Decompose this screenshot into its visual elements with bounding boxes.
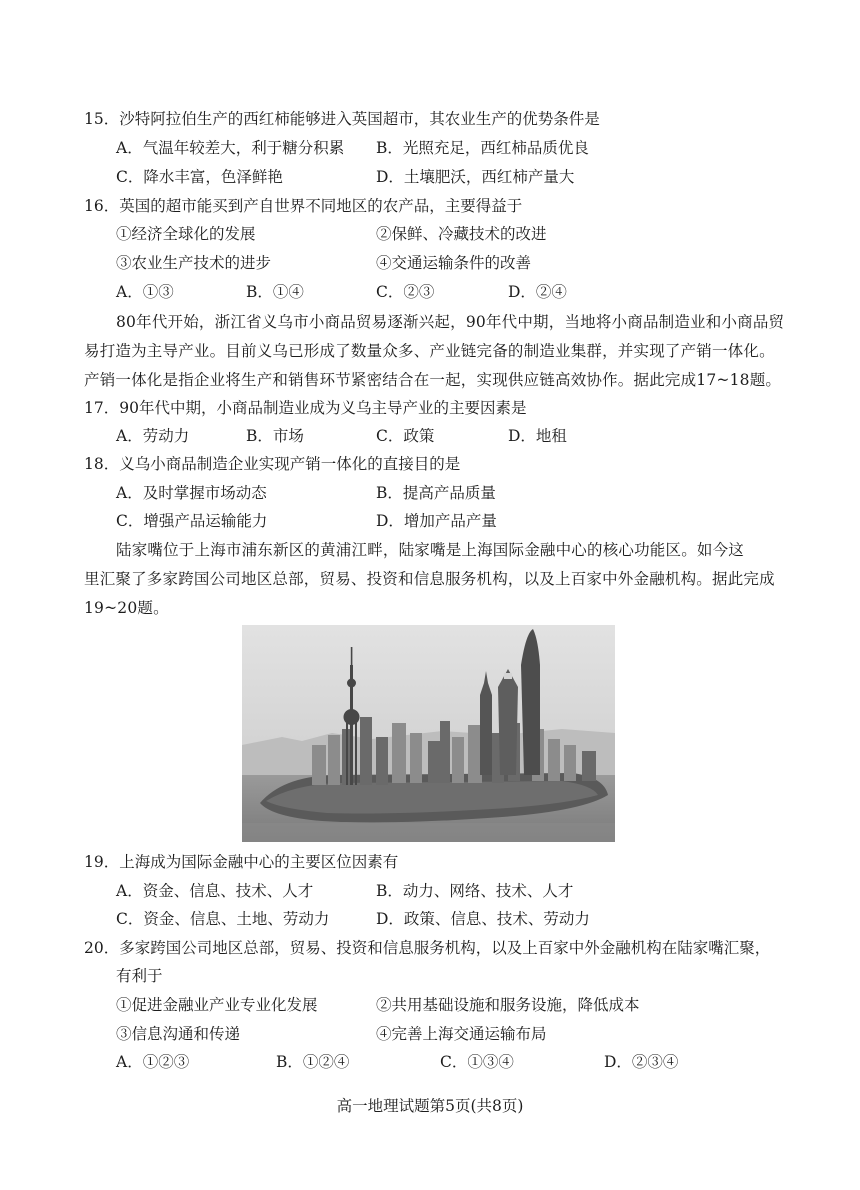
passage-line: 产销一体化是指企业将生产和销售环节紧密结合在一起，实现供应链高效协作。据此完成17~18题。 (84, 371, 782, 389)
question-stem-continued: 有利于 (116, 967, 163, 985)
question-stem: 英国的超市能买到产自世界不同地区的农产品，主要得益于 (119, 197, 523, 215)
lujiazui-skyline-photo (242, 625, 615, 842)
option-a: A．劳动力 (116, 427, 190, 445)
option-d: D．②④ (508, 283, 567, 301)
question-18 (84, 454, 460, 474)
option-c: C．降水丰富，色泽鲜艳 (116, 168, 283, 186)
option-a: A．及时掌握市场动态 (116, 484, 267, 502)
option-d: D．土壤肥沃，西红柿产量大 (376, 168, 575, 186)
statement-1: ①经济全球化的发展 (116, 225, 256, 243)
statement-1: ①促进金融业产业专业化发展 (116, 996, 318, 1014)
question-number: 17． (84, 399, 120, 417)
passage-line: 80年代开始，浙江省义乌市小商品贸易逐渐兴起，90年代中期，当地将小商品制造业和小商品贸 (116, 313, 785, 331)
question-number: 19． (84, 853, 120, 871)
statement-3: ③农业生产技术的进步 (116, 254, 272, 272)
question-stem: 上海成为国际金融中心的主要区位因素有 (119, 853, 399, 871)
option-a: A．资金、信息、技术、人才 (116, 882, 314, 900)
option-b: B．①④ (246, 283, 304, 301)
option-b: B．动力、网络、技术、人才 (376, 882, 574, 900)
option-b: B．①②④ (276, 1053, 350, 1071)
question-stem: 90年代中期，小商品制造业成为义乌主导产业的主要因素是 (119, 399, 527, 417)
option-a: A．①②③ (116, 1053, 190, 1071)
option-c: C．资金、信息、土地、劳动力 (116, 910, 330, 928)
question-15 (84, 109, 600, 129)
option-d: D．政策、信息、技术、劳动力 (376, 910, 590, 928)
question-16 (84, 196, 522, 216)
passage-line: 陆家嘴位于上海市浦东新区的黄浦江畔，陆家嘴是上海国际金融中心的核心功能区。如今这 (116, 541, 745, 559)
question-stem: 沙特阿拉伯生产的西红柿能够进入英国超市，其农业生产的优势条件是 (119, 110, 600, 128)
question-17 (84, 398, 526, 418)
question-stem: 多家跨国公司地区总部，贸易、投资和信息服务机构，以及上百家中外金融机构在陆家嘴汇聚， (119, 939, 771, 957)
statement-4: ④完善上海交通运输布局 (376, 1025, 547, 1043)
question-19 (84, 852, 398, 872)
option-b: B．提高产品质量 (376, 484, 496, 502)
option-d: D．增加产品产量 (376, 512, 497, 530)
option-d: D．②③④ (604, 1053, 679, 1071)
option-a: A．气温年较差大，利于糖分积累 (116, 139, 345, 157)
option-c: C．政策 (376, 427, 435, 445)
statement-3: ③信息沟通和传递 (116, 1025, 241, 1043)
question-number: 20． (84, 939, 120, 957)
option-a: A．①③ (116, 283, 174, 301)
question-number: 18． (84, 455, 120, 473)
passage-line: 里汇聚了多家跨国公司地区总部，贸易、投资和信息服务机构，以及上百家中外金融机构。据此完成 (84, 570, 775, 588)
option-c: C．①③④ (440, 1053, 514, 1071)
passage-line: 易打造为主导产业。目前义乌已形成了数量众多、产业链完备的制造业集群，并实现了产销一体化。 (84, 342, 775, 360)
question-number: 16． (84, 197, 120, 215)
question-20 (84, 938, 770, 958)
statement-2: ②共用基础设施和服务设施，降低成本 (376, 996, 640, 1014)
page-footer: 高一地理试题第5页(共8页) (336, 1097, 524, 1115)
statement-2: ②保鲜、冷藏技术的改进 (376, 225, 547, 243)
option-b: B．市场 (246, 427, 304, 445)
option-c: C．②③ (376, 283, 435, 301)
option-b: B．光照充足，西红柿品质优良 (376, 139, 589, 157)
question-stem: 义乌小商品制造企业实现产销一体化的直接目的是 (119, 455, 461, 473)
statement-4: ④交通运输条件的改善 (376, 254, 532, 272)
option-c: C．增强产品运输能力 (116, 512, 268, 530)
option-d: D．地租 (508, 427, 567, 445)
question-number: 15． (84, 110, 120, 128)
passage-line: 19~20题。 (84, 599, 169, 617)
